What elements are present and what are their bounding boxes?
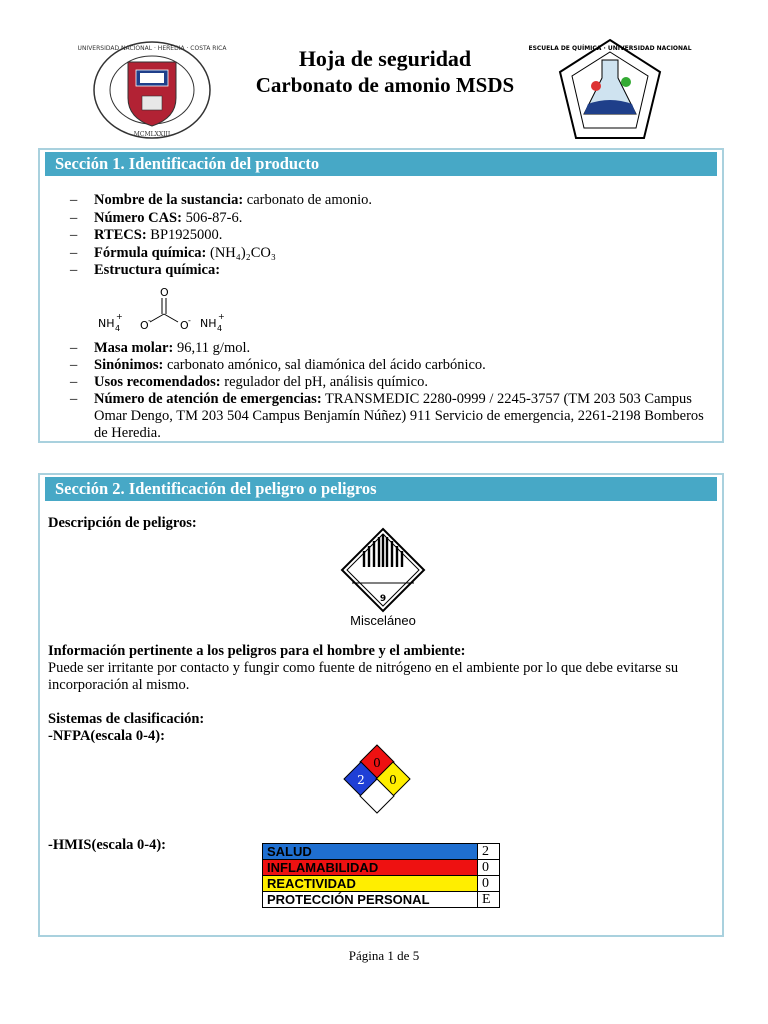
nfpa-health-value: 2: [357, 773, 365, 787]
hazard-description-label: Descripción de peligros:: [48, 515, 197, 531]
list-item: [70, 391, 710, 442]
school-ring-text: ESCUELA DE QUÍMICA · UNIVERSIDAD NACIONAL: [528, 45, 692, 52]
item-value: carbonato amónico, sal diamónica del ácido carbónico.: [163, 357, 486, 373]
section-1: [38, 148, 724, 443]
section-2: [38, 473, 724, 937]
list-item: [70, 340, 710, 357]
table-row: [263, 876, 500, 892]
university-seal-logo: [77, 40, 227, 140]
item-label: Número CAS:: [94, 209, 182, 226]
hmis-reactivity-label: REACTIVIDAD: [263, 876, 478, 892]
ammonium-left-label: NH: [98, 317, 115, 330]
hmis-ppe-value: E: [478, 892, 500, 908]
item-label: Nombre de la sustancia:: [94, 192, 244, 208]
list-item: [70, 262, 710, 280]
chemical-structure: [98, 284, 238, 334]
table-row: [263, 860, 500, 876]
classification-systems-label: Sistemas de clasificación:: [48, 711, 205, 727]
table-row: [263, 892, 500, 908]
misc-hazard-pictogram-icon: [340, 527, 426, 613]
oxygen-right-label: O: [180, 319, 189, 332]
list-item: [70, 357, 710, 374]
hmis-label: -HMIS(escala 0-4):: [48, 837, 166, 853]
subscript-4: 4: [115, 324, 121, 333]
list-item: [70, 374, 710, 391]
list-item: [70, 227, 710, 245]
nfpa-reactivity-value: 0: [389, 773, 397, 787]
page-subtitle: Carbonato de amonio MSDS: [255, 73, 515, 97]
nfpa-flammability-value: 0: [373, 756, 381, 770]
school-chemistry-logo: [528, 38, 692, 144]
page-number: Página 1 de 5: [348, 948, 420, 963]
charge-minus: -: [188, 316, 191, 325]
hmis-health-value: 2: [478, 844, 500, 860]
charge-plus: +: [116, 312, 123, 321]
hazard-info-label: Información pertinente a los peligros para el hombre y el ambiente:: [48, 643, 466, 659]
item-value: carbonato de amonio.: [243, 192, 373, 208]
subscript-4: 4: [217, 324, 223, 333]
seal-year: MCMLXXIII: [133, 131, 171, 138]
item-label: RTECS:: [94, 227, 147, 243]
item-label: Usos recomendados:: [94, 374, 221, 390]
hazard-info-text: Puede ser irritante por contacto y fungir como fuente de nitrógeno en el ambiente por lo que debe evitarse su incorporación al mismo.: [48, 660, 679, 693]
section-2-heading: Sección 2. Identificación del peligro o peligros: [45, 477, 717, 501]
oxygen-top-label: O: [160, 286, 169, 299]
page-title: Hoja de seguridad: [298, 46, 472, 71]
item-value: 96,11 g/mol.: [173, 340, 251, 356]
item-value: regulador del pH, análisis químico.: [220, 374, 428, 390]
item-label: Fórmula química:: [94, 244, 207, 261]
ammonium-right-label: NH: [200, 317, 217, 330]
section-1-heading: Sección 1. Identificación del producto: [45, 152, 717, 176]
hmis-health-label: SALUD: [263, 844, 478, 860]
item-value: BP1925000.: [146, 227, 223, 243]
item-value: 506-87-6.: [181, 209, 243, 226]
charge-plus: +: [218, 312, 225, 321]
nfpa-label: -NFPA(escala 0-4):: [48, 728, 165, 744]
item-value: TRANSMEDIC 2280-0999 / 2245-3757 (TM 203 503 Campus Omar Dengo, TM 203 504 Campus Benjamín Núñez) 911 Servicio de emergencia, 2261-2198 Bomberos de Heredia.: [94, 391, 704, 441]
list-item: [70, 210, 710, 228]
pictogram-caption: Misceláneo: [350, 613, 416, 628]
pictogram-class-number: 9: [379, 594, 387, 604]
identification-list-continued: [70, 340, 710, 442]
hmis-flammability-value: 0: [478, 860, 500, 876]
item-label: Sinónimos:: [94, 357, 164, 373]
identification-list: [70, 192, 710, 280]
hmis-table: [262, 843, 500, 908]
nfpa-diamond-icon: [344, 743, 410, 817]
item-label: Masa molar:: [94, 340, 174, 356]
item-value: (NH₄)₂CO₃: [206, 244, 276, 261]
hmis-flammability-label: INFLAMABILIDAD: [263, 860, 478, 876]
list-item: [70, 192, 710, 210]
charge-minus: -: [148, 316, 151, 325]
list-item: [70, 245, 710, 263]
table-row: [263, 844, 500, 860]
item-label: Número de atención de emergencias:: [94, 391, 322, 407]
hmis-ppe-label: PROTECCIÓN PERSONAL: [263, 892, 478, 908]
oxygen-left-label: O: [140, 319, 149, 332]
item-label: Estructura química:: [94, 262, 221, 278]
hmis-reactivity-value: 0: [478, 876, 500, 892]
seal-ring-text: UNIVERSIDAD NACIONAL · HEREDIA · COSTA RICA: [77, 45, 227, 52]
